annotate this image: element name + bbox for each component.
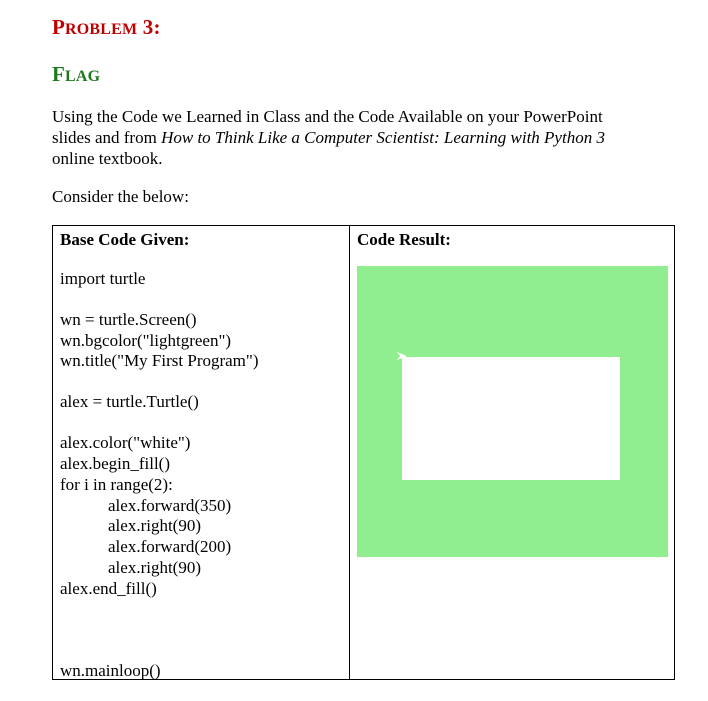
intro-line-3: online textbook. bbox=[52, 149, 163, 168]
code-line-forward-2: alex.forward(200) bbox=[108, 537, 232, 556]
textbook-title: How to Think Like a Computer Scientist: Learning with Python 3 bbox=[161, 128, 605, 147]
white-filled-rectangle bbox=[402, 357, 620, 480]
code-line-import: import turtle bbox=[60, 269, 146, 288]
code-table bbox=[52, 225, 675, 680]
problem-heading bbox=[52, 17, 161, 38]
flag-heading-initial: F bbox=[52, 62, 66, 86]
base-code-header: Base Code Given: bbox=[60, 230, 190, 249]
code-line-screen: wn = turtle.Screen() bbox=[60, 310, 197, 329]
flag-heading-rest: LAG bbox=[65, 68, 101, 85]
code-line-title: wn.title("My First Program") bbox=[60, 351, 259, 370]
code-line-mainloop: wn.mainloop() bbox=[60, 661, 161, 680]
intro-line-2-text: slides and from bbox=[52, 128, 162, 147]
consider-text: Consider the below: bbox=[52, 187, 189, 206]
flag-heading bbox=[52, 64, 100, 85]
intro-line-2 bbox=[52, 127, 605, 148]
code-line-right-2: alex.right(90) bbox=[108, 558, 201, 577]
intro-paragraph bbox=[52, 106, 605, 169]
code-line-right-1: alex.right(90) bbox=[108, 516, 201, 535]
code-line-begin-fill: alex.begin_fill() bbox=[60, 454, 170, 473]
code-line-forward-1: alex.forward(350) bbox=[108, 496, 232, 515]
problem-heading-initial: P bbox=[52, 15, 66, 39]
turtle-result-canvas bbox=[357, 266, 668, 557]
problem-heading-number: 3: bbox=[137, 15, 161, 39]
code-line-turtle: alex = turtle.Turtle() bbox=[60, 392, 199, 411]
problem-heading-rest: ROBLEM bbox=[65, 21, 138, 38]
intro-line-1: Using the Code we Learned in Class and the Code Available on your PowerPoint bbox=[52, 107, 603, 126]
code-line-color: alex.color("white") bbox=[60, 433, 191, 452]
code-result-header: Code Result: bbox=[357, 230, 451, 249]
code-line-bgcolor: wn.bgcolor("lightgreen") bbox=[60, 331, 232, 350]
code-line-end-fill: alex.end_fill() bbox=[60, 579, 157, 598]
code-line-loop: for i in range(2): bbox=[60, 475, 173, 494]
table-column-divider bbox=[349, 226, 350, 679]
